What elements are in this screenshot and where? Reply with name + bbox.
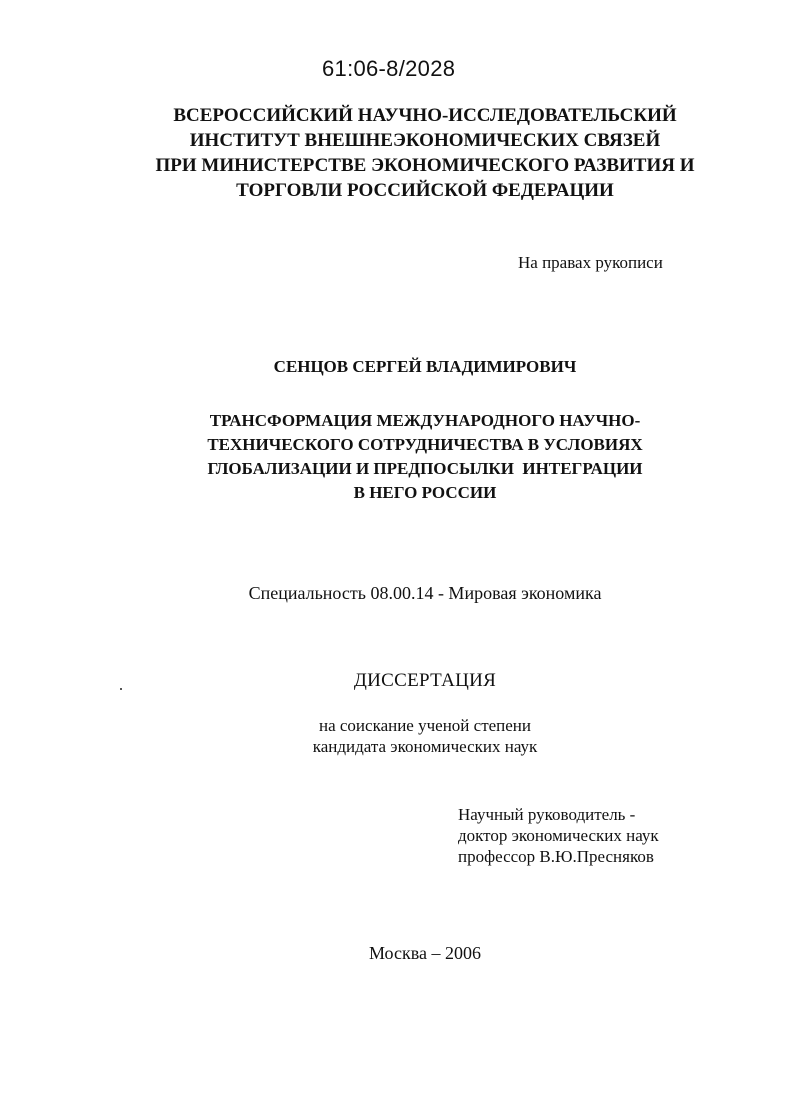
- supervisor-line: профессор В.Ю.Пресняков: [458, 847, 654, 866]
- supervisor-line: Научный руководитель -: [458, 805, 636, 824]
- speciality: Специальность 08.00.14 - Мировая экономика: [248, 583, 602, 603]
- degree-line: кандидата экономических наук: [312, 737, 538, 756]
- supervisor-line: доктор экономических наук: [458, 826, 659, 845]
- title-line: ТЕХНИЧЕСКОГО СОТРУДНИЧЕСТВА В УСЛОВИЯХ: [207, 435, 643, 454]
- author-name: СЕНЦОВ СЕРГЕЙ ВЛАДИМИРОВИЧ: [273, 357, 577, 376]
- dissertation-title: [140, 409, 710, 505]
- rights-note: На правах рукописи: [518, 253, 663, 272]
- title-line: ТРАНСФОРМАЦИЯ МЕЖДУНАРОДНОГО НАУЧНО-: [209, 411, 641, 430]
- scan-speck: [120, 688, 122, 690]
- title-line: В НЕГО РОССИИ: [353, 483, 497, 502]
- archive-code: 61:06-8/2028: [322, 56, 456, 81]
- place-year: Москва – 2006: [369, 943, 481, 963]
- supervisor-block: [458, 804, 659, 867]
- institute-name: [140, 103, 710, 203]
- institute-line: ВСЕРОССИЙСКИЙ НАУЧНО-ИССЛЕДОВАТЕЛЬСКИЙ: [173, 105, 677, 126]
- institute-line: ПРИ МИНИСТЕРСТВЕ ЭКОНОМИЧЕСКОГО РАЗВИТИЯ И: [155, 155, 695, 176]
- institute-line: ИНСТИТУТ ВНЕШНЕЭКОНОМИЧЕСКИХ СВЯЗЕЙ: [189, 130, 661, 151]
- institute-line: ТОРГОВЛИ РОССИЙСКОЙ ФЕДЕРАЦИИ: [236, 180, 614, 201]
- title-line: ГЛОБАЛИЗАЦИИ И ПРЕДПОСЫЛКИ ИНТЕГРАЦИИ: [207, 459, 643, 478]
- degree-line: на соискание ученой степени: [318, 716, 532, 735]
- document-type: ДИССЕРТАЦИЯ: [353, 670, 497, 691]
- degree-statement: [140, 715, 710, 757]
